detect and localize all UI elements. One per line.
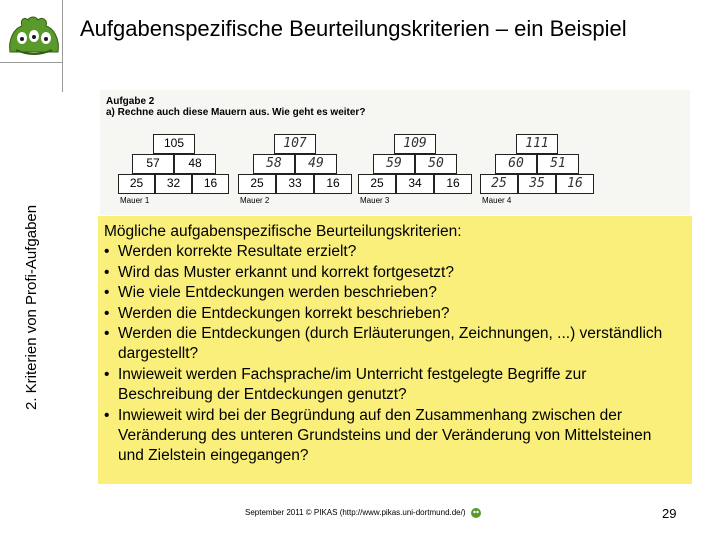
slide-title: Aufgabenspezifische Beurteilungskriterien – ein Beispiel [80, 16, 627, 41]
criteria-item: • Inwieweit wird bei der Begründung auf den Zusammenhang zwischen der Veränderung des unteren Grundsteins und der Veränderung von Mittelsteinen und Zielstein eingegangen? [104, 406, 680, 467]
wall-3-middle-brick: 59 [373, 154, 415, 174]
wall-2-bottom-brick: 33 [276, 174, 314, 194]
wall-4-bottom-brick: 35 [518, 174, 556, 194]
wall-1-middle-brick: 57 [132, 154, 174, 174]
wall-4-middle-brick: 60 [495, 154, 537, 174]
wall-1-bottom-brick: 25 [118, 174, 155, 194]
footer-text: September 2011 © PIKAS (http://www.pikas.uni-dortmund.de/) [245, 508, 466, 517]
criteria-list [104, 242, 680, 466]
wall-2-middle-brick: 58 [253, 154, 295, 174]
task-heading: Aufgabe 2 [106, 96, 155, 107]
side-title: 2. Kriterien von Profi-Aufgaben [23, 204, 40, 410]
page-number: 29 [662, 506, 677, 521]
footer [245, 507, 482, 519]
criteria-item: • Inwieweit werden Fachsprache/im Unterricht festgelegte Begriffe zur Beschreibung der Entdeckungen genutzt? [104, 365, 680, 406]
wall-4-label: Mauer 4 [482, 196, 512, 205]
task-question: a) Rechne auch diese Mauern aus. Wie geht es weiter? [106, 107, 366, 118]
pikas-small-logo-icon [470, 507, 482, 519]
wall-2-label: Mauer 2 [240, 196, 270, 205]
criteria-item: • Wie viele Entdeckungen werden beschrieben? [104, 283, 680, 303]
criteria-item: • Werden die Entdeckungen korrekt beschrieben? [104, 304, 680, 324]
wall-4-bottom-brick: 25 [480, 174, 518, 194]
wall-1-middle-brick: 48 [174, 154, 216, 174]
wall-2-bottom-brick: 16 [314, 174, 352, 194]
wall-4-bottom-brick: 16 [556, 174, 594, 194]
wall-3-label: Mauer 3 [360, 196, 390, 205]
header-vertical-divider [62, 0, 63, 92]
wall-4-middle-brick: 51 [537, 154, 579, 174]
task-illustration [100, 90, 690, 215]
criteria-item: • Wird das Muster erkannt und korrekt fortgesetzt? [104, 263, 680, 283]
wall-2-top-brick: 107 [274, 134, 316, 154]
wall-4-top-brick: 111 [516, 134, 558, 154]
pikas-logo-icon [6, 12, 62, 62]
wall-1-top-brick: 105 [153, 134, 195, 154]
wall-3-bottom-brick: 25 [358, 174, 396, 194]
criteria-box [98, 216, 692, 484]
header-horizontal-divider [0, 62, 62, 63]
criteria-heading: Mögliche aufgabenspezifische Beurteilungskriterien: [104, 223, 462, 240]
wall-1-bottom-brick: 32 [155, 174, 192, 194]
wall-1-label: Mauer 1 [120, 196, 150, 205]
wall-3-top-brick: 109 [394, 134, 436, 154]
wall-3-bottom-brick: 16 [434, 174, 472, 194]
wall-2-middle-brick: 49 [295, 154, 337, 174]
wall-1-bottom-brick: 16 [192, 174, 229, 194]
wall-2-bottom-brick: 25 [238, 174, 276, 194]
criteria-item: • Werden korrekte Resultate erzielt? [104, 242, 680, 262]
wall-3-bottom-brick: 34 [396, 174, 434, 194]
wall-3-middle-brick: 50 [415, 154, 457, 174]
criteria-item: • Werden die Entdeckungen (durch Erläuterungen, Zeichnungen, ...) verständlich dargestellt? [104, 324, 680, 365]
